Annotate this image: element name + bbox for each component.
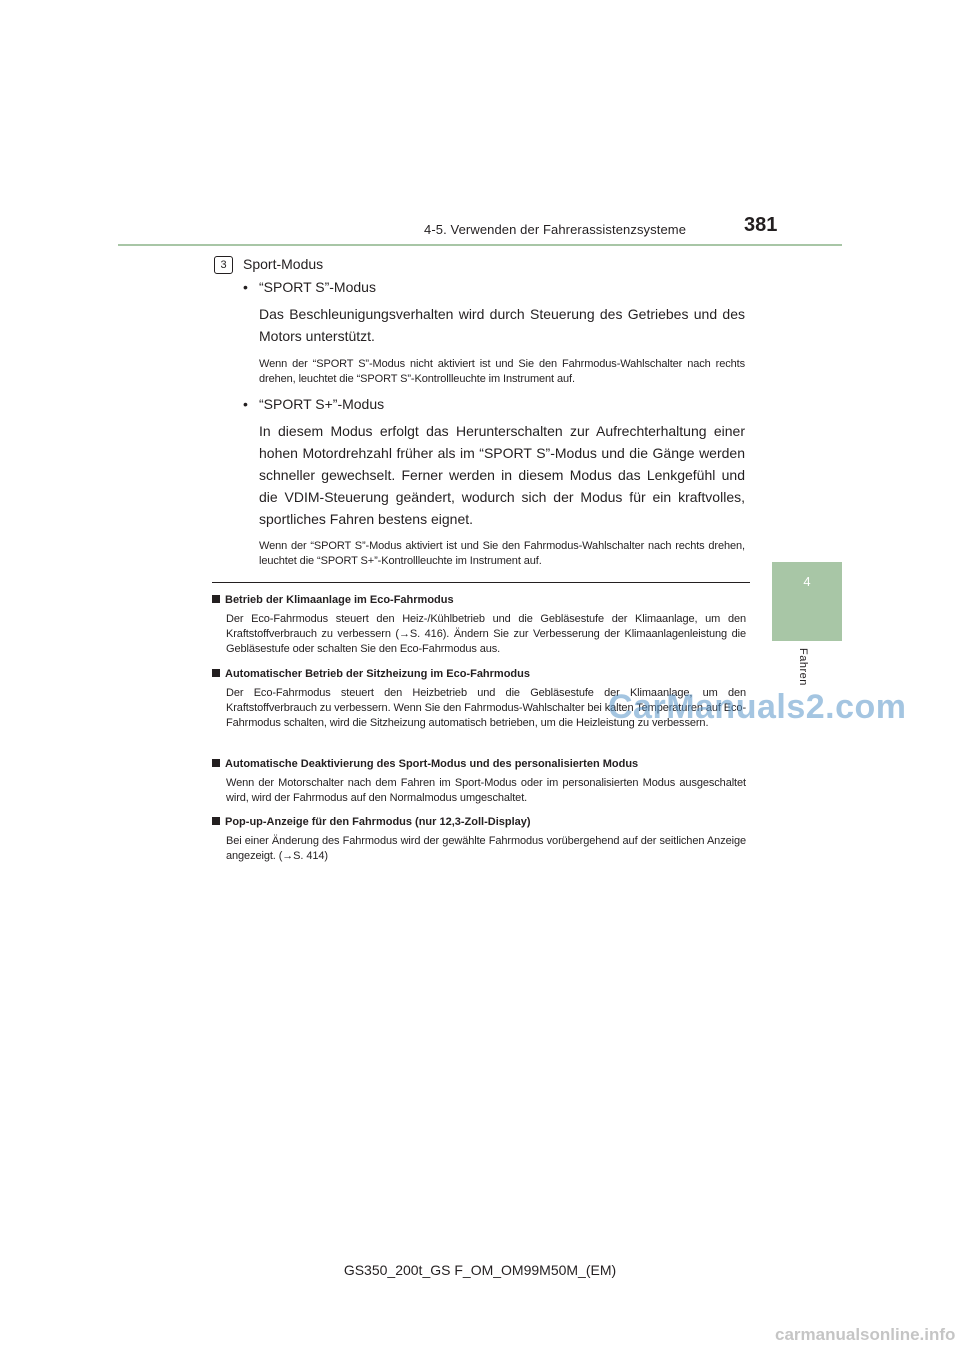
header-divider (118, 244, 842, 246)
chapter-tab-label: Fahren (797, 648, 809, 686)
info-text: Bei einer Änderung des Fahrmodus wird der gewählte Fahrmodus vorübergehend auf der seitlichen Anzeige angezeigt. (→S. 414) (226, 835, 746, 862)
sport-s-description: Das Beschleunigungsverhalten wird durch Steuerung des Getriebes und des Motors unterstützt. (259, 306, 745, 344)
watermark-site: carmanualsonline.info (775, 1325, 956, 1344)
sport-s-plus-description: In diesem Modus erfolgt das Herunterschalten zur Aufrechterhaltung einer hohen Motordrehzahl früher als im “SPORT S”-Modus und die Gänge werden schneller gewechselt. Ferner werden in diesem Modus das Lenkgefühl und die VDIM-Steuerung geändert, wodurch sich der Modus für ein kraftvolles, sportliches Fahren bestens eignet. (259, 423, 745, 527)
sport-s-note: Wenn der “SPORT S”-Modus nicht aktiviert ist und Sie den Fahrmodus-Wahlschalter nach rechts drehen, leuchtet die “SPORT S”-Kontrollleuchte im Instrument auf. (259, 358, 745, 385)
square-bullet-icon (212, 595, 220, 603)
bullet-label: “SPORT S+”-Modus (259, 396, 385, 412)
section-title: 4-5. Verwenden der Fahrerassistenzsysteme (424, 222, 687, 237)
step-title: Sport-Modus (243, 256, 324, 272)
bullet-label: “SPORT S”-Modus (259, 279, 376, 295)
info-text: Der Eco-Fahrmodus steuert den Heiz-/Kühlbetrieb und die Gebläsestufe der Klimaanlage, um den Kraftstoffverbrauch zu verbessern (→S. 416). Ändern Sie zur Verbesserung der Klimaanlagenleistung die Gebläsestufe oder schalten Sie den Eco-Fahrmodus aus. (226, 613, 746, 655)
bullet-sport-s (243, 279, 376, 295)
document-code: GS350_200t_GS F_OM_OM99M50M_(EM) (343, 1262, 617, 1278)
watermark-carmanuals: CarManuals2.com (608, 688, 907, 726)
info-heading: Pop-up-Anzeige für den Fahrmodus (nur 12,3-Zoll-Display) (212, 816, 531, 828)
content-divider (212, 582, 750, 583)
info-text: Wenn der Motorschalter nach dem Fahren im Sport-Modus oder im personalisierten Modus ausgeschaltet wird, wird der Fahrmodus auf den Normalmodus umgeschaltet. (226, 777, 746, 804)
square-bullet-icon (212, 669, 220, 677)
page-number: 381 (744, 214, 778, 236)
step-number-badge: 3 (214, 256, 233, 274)
square-bullet-icon (212, 759, 220, 767)
chapter-tab-number: 4 (803, 574, 811, 589)
bullet-dot-icon: • (243, 279, 248, 295)
bullet-dot-icon: • (243, 396, 248, 412)
sport-s-plus-note: Wenn der “SPORT S”-Modus aktiviert ist und Sie den Fahrmodus-Wahlschalter nach rechts drehen, leuchtet die “SPORT S+”-Kontrollleuchte im Instrument auf. (259, 540, 745, 567)
info-heading: Automatischer Betrieb der Sitzheizung im Eco-Fahrmodus (212, 668, 530, 680)
info-heading: Automatische Deaktivierung des Sport-Modus und des personalisierten Modus (212, 758, 638, 770)
bullet-sport-s-plus (243, 396, 384, 412)
info-heading: Betrieb der Klimaanlage im Eco-Fahrmodus (212, 594, 454, 606)
square-bullet-icon (212, 817, 220, 825)
info-text: Der Eco-Fahrmodus steuert den Heizbetrieb und die Gebläsestufe der Klimaanlage, um den Kraftstoffverbrauch zu verbessern. Wenn Sie den Fahrmodus-Wahlschalter bei kalten Temperaturen auf Eco-Fahrmodus schalten, wird die Sitzheizung automatisch betrieben, um die Heizleistung zu verbessern. (226, 687, 747, 729)
